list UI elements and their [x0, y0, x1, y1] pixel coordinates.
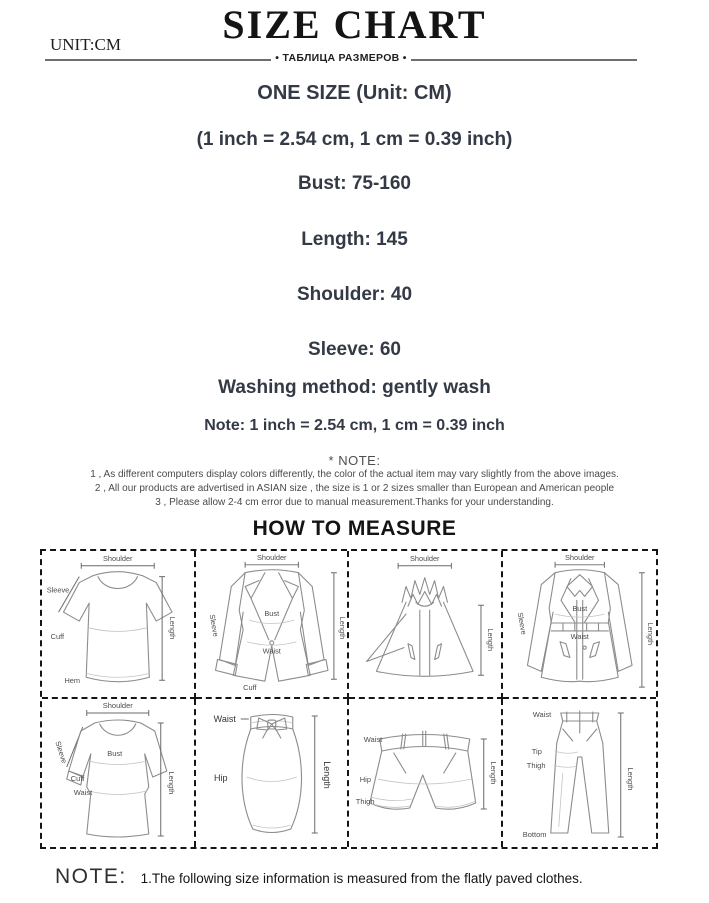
- note-item-2: 2 , All our products are advertised in ASIAN size , the size is 1 or 2 sizes smaller than European and American people: [94, 483, 615, 494]
- label-length: Length: [625, 767, 635, 791]
- measurement-shoulder: Shoulder: 40: [296, 284, 413, 305]
- label-length: Length: [168, 616, 178, 640]
- label-sleeve: Sleeve: [53, 739, 69, 765]
- measure-cell-skirt: [196, 699, 350, 847]
- unit-label: UNIT:CM: [50, 35, 121, 54]
- label-thigh: Thigh: [355, 797, 375, 806]
- measure-cell-cape: [349, 551, 503, 699]
- label-shoulder: Shoulder: [409, 553, 440, 563]
- notes-heading: * NOTE:: [328, 453, 381, 468]
- how-to-measure-heading: HOW TO MEASURE: [252, 517, 457, 540]
- label-shoulder: Shoulder: [102, 701, 133, 710]
- notes-section: [0, 453, 709, 510]
- label-tip: Tip: [531, 747, 542, 756]
- conversion-line: (1 inch = 2.54 cm, 1 cm = 0.39 inch): [196, 129, 513, 150]
- label-thigh: Thigh: [526, 761, 546, 770]
- label-waist: Waist: [213, 714, 236, 724]
- label-length: Length: [488, 761, 498, 785]
- label-length: Length: [166, 771, 176, 795]
- label-shoulder: Shoulder: [256, 552, 287, 562]
- shorts-diagram: [349, 699, 501, 847]
- label-waist: Waist: [570, 631, 589, 641]
- measure-cell-dress: [42, 699, 196, 847]
- blazer-diagram: [196, 551, 348, 697]
- label-cuff: Cuff: [70, 774, 85, 783]
- subtitle-russian: • ТАБЛИЦА РАЗМЕРОВ •: [275, 52, 407, 64]
- label-sleeve: Sleeve: [46, 585, 70, 595]
- label-cuff: Cuff: [50, 631, 65, 641]
- label-waist: Waist: [532, 710, 551, 719]
- measurement-sleeve: Sleeve: 60: [308, 339, 401, 360]
- label-waist: Waist: [73, 788, 93, 797]
- label-hem: Hem: [64, 676, 81, 686]
- note-item-1: 1 , As different computers display colors differently, the color of the actual item may vary slightly from the above images.: [90, 469, 619, 480]
- label-waist: Waist: [262, 646, 281, 656]
- rule-right: [411, 59, 637, 61]
- measure-diagram-grid: [40, 549, 658, 849]
- trench-coat-diagram: [503, 551, 657, 697]
- label-hip: Hip: [213, 773, 228, 783]
- label-bust: Bust: [263, 609, 279, 619]
- measurement-bust: Bust: 75-160: [298, 173, 411, 194]
- pants-diagram: [503, 699, 657, 847]
- label-bottom: Bottom: [522, 830, 547, 839]
- note-conversion: Note: 1 inch = 2.54 cm, 1 cm = 0.39 inch: [204, 417, 505, 434]
- header-rule: [45, 54, 637, 66]
- label-length: Length: [321, 761, 332, 789]
- cape-diagram: [349, 551, 501, 697]
- skirt-diagram: [196, 699, 348, 847]
- label-length: Length: [485, 628, 495, 652]
- measure-cell-tshirt: [42, 551, 196, 699]
- measure-cell-pants: [503, 699, 657, 847]
- label-bust: Bust: [107, 749, 123, 758]
- one-size-heading: ONE SIZE (Unit: CM): [257, 82, 452, 104]
- label-hip: Hip: [359, 775, 372, 784]
- size-info-block: [0, 82, 709, 435]
- footer-note-heading: NOTE:: [55, 865, 127, 888]
- measurement-washing: Washing method: gently wash: [218, 377, 491, 398]
- tshirt-diagram: [42, 551, 194, 697]
- label-length: Length: [337, 616, 347, 640]
- label-sleeve: Sleeve: [207, 613, 220, 638]
- footer-note-text: 1.The following size information is measured from the flatly paved clothes.: [140, 871, 583, 886]
- label-sleeve: Sleeve: [515, 611, 528, 636]
- label-cuff: Cuff: [242, 683, 257, 693]
- label-waist: Waist: [363, 735, 383, 744]
- measurement-length: Length: 145: [301, 229, 408, 250]
- measure-cell-shorts: [349, 699, 503, 847]
- rule-left: [45, 59, 271, 61]
- note-item-3: 3 , Please allow 2-4 cm error due to manual measurement.Thanks for your understanding.: [155, 497, 554, 508]
- measure-cell-blazer: [196, 551, 350, 699]
- footer-note: [55, 865, 709, 889]
- measure-cell-trench: [503, 551, 657, 699]
- label-length: Length: [645, 622, 655, 646]
- label-shoulder: Shoulder: [564, 552, 595, 562]
- label-bust: Bust: [571, 604, 587, 614]
- dress-diagram: [42, 699, 194, 847]
- page-title: SIZE CHART: [222, 2, 487, 47]
- label-shoulder: Shoulder: [102, 553, 133, 563]
